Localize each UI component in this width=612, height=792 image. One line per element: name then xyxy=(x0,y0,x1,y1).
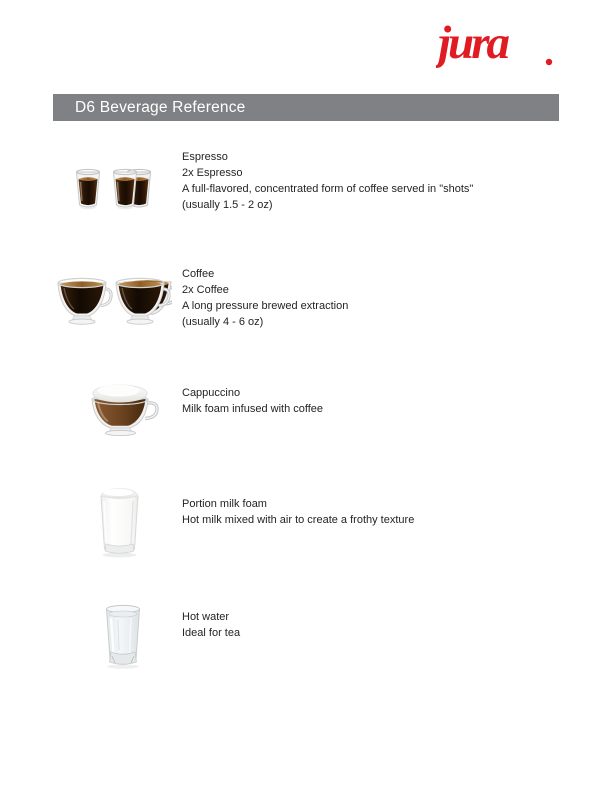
jura-logo-text: jura xyxy=(438,18,507,69)
beverage-description: Ideal for tea xyxy=(182,627,241,639)
espresso-cup-image xyxy=(74,168,102,211)
cappuccino-text-block xyxy=(182,385,323,417)
coffee-text-block xyxy=(182,266,348,330)
milk-foam-text-block xyxy=(182,496,414,528)
hot-water-text-block xyxy=(182,609,240,641)
beverage-name: Espresso xyxy=(182,151,228,163)
beverage-size: (usually 4 - 6 oz) xyxy=(182,316,264,328)
section-title: D6 Beverage Reference xyxy=(75,99,246,116)
coffee-double-cup-image xyxy=(114,276,172,326)
hot-water-glass-image xyxy=(101,604,145,669)
beverage-name: Portion milk foam xyxy=(182,498,267,510)
jura-logo xyxy=(436,18,558,72)
cappuccino-cup-image xyxy=(84,383,162,436)
espresso-double-cup-image xyxy=(111,168,153,211)
beverage-description: A full-flavored, concentrated form of coffee served in "shots" xyxy=(182,183,474,195)
beverage-variant: 2x Espresso xyxy=(182,167,243,179)
beverage-size: (usually 1.5 - 2 oz) xyxy=(182,199,273,211)
beverage-name: Cappuccino xyxy=(182,387,241,399)
espresso-text-block xyxy=(182,149,473,213)
beverage-variant: 2x Coffee xyxy=(182,284,229,296)
milk-foam-glass-image xyxy=(96,487,143,558)
section-header-bar xyxy=(53,94,559,121)
beverage-description: Hot milk mixed with air to create a frothy texture xyxy=(182,514,415,526)
beverage-description: A long pressure brewed extraction xyxy=(182,300,349,312)
beverage-name: Coffee xyxy=(182,268,215,280)
logo-period-dot xyxy=(546,59,552,65)
beverage-description: Milk foam infused with coffee xyxy=(182,403,324,415)
coffee-cup-image xyxy=(56,276,113,326)
beverage-name: Hot water xyxy=(182,611,230,623)
